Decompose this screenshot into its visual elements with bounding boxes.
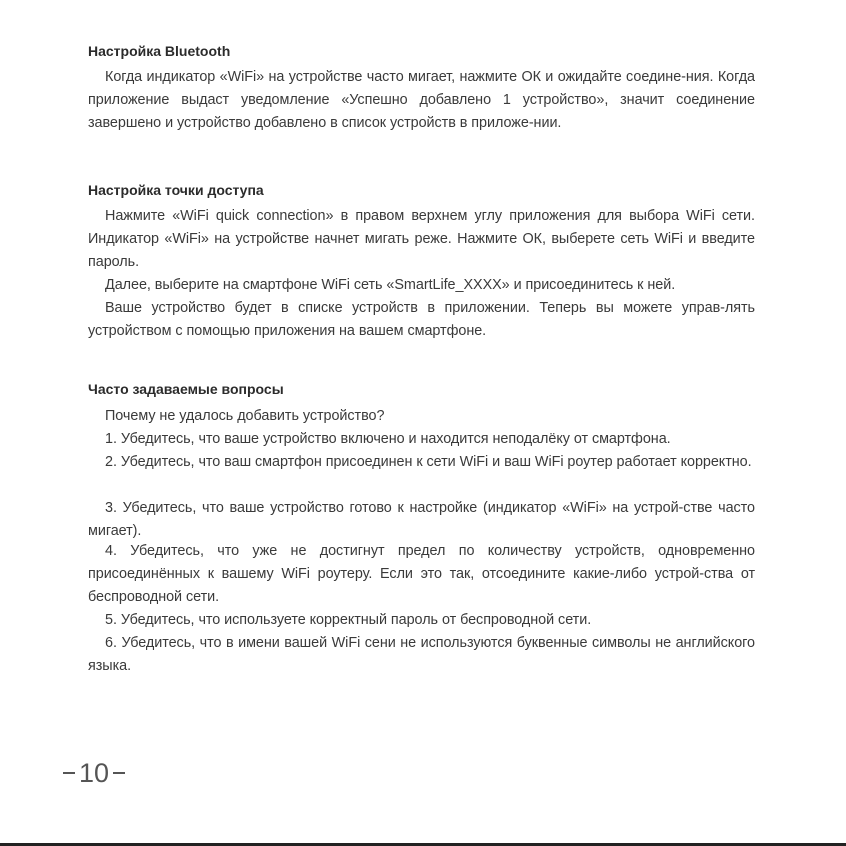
page-number-right-dash [113, 772, 125, 774]
page-number [59, 755, 129, 791]
faq-item-4: 4. Убедитесь, что уже не достигнут предел по количеству устройств, одновременно присоединённых к вашему WiFi роутеру. Если это так, отсоедините какие-либо устрой-ства от беспроводной сети. [88, 543, 755, 606]
access-point-paragraph-3: Ваше устройство будет в списке устройств в приложении. Теперь вы можете управ-лять устройством с помощью приложения на вашем смартфоне. [88, 300, 755, 340]
faq-item-1: 1. Убедитесь, что ваше устройство включено и находится неподалёку от смартфона. [105, 431, 671, 447]
page-number-left-dash [63, 772, 75, 774]
faq-item-2: 2. Убедитесь, что ваш смартфон присоединен к сети WiFi и ваш WiFi роутер работает корректно. [105, 454, 752, 470]
faq-heading: Часто задаваемые вопросы [88, 381, 284, 397]
faq-item-6: 6. Убедитесь, что в имени вашей WiFi сени не используются буквенные символы не английского языка. [88, 635, 755, 675]
bluetooth-setup-paragraph: Когда индикатор «WiFi» на устройстве часто мигает, нажмите ОК и ожидайте соедине-ния. Когда приложение выдаст уведомление «Успешно добавлено 1 устройство», значит соединение завершено и устройство добавлено в список устройств в приложе-нии. [88, 69, 755, 132]
access-point-setup-heading: Настройка точки доступа [88, 182, 264, 198]
page-number-value: 10 [79, 758, 110, 788]
faq-item-3: 3. Убедитесь, что ваше устройство готово к настройке (индикатор «WiFi» на устрой-стве часто мигает). [88, 500, 755, 540]
faq-item-5: 5. Убедитесь, что используете корректный пароль от беспроводной сети. [105, 612, 592, 628]
faq-question: Почему не удалось добавить устройство? [105, 408, 385, 424]
bluetooth-setup-heading: Настройка Bluetooth [88, 43, 231, 59]
access-point-paragraph-2: Далее, выберите на смартфоне WiFi сеть «SmartLife_XXXX» и присоединитесь к ней. [105, 277, 676, 293]
access-point-paragraph-1: Нажмите «WiFi quick connection» в правом верхнем углу приложения для выбора WiFi сети. Индикатор «WiFi» на устройстве начнет мигать реже. Нажмите ОК, выберете сеть WiFi и введите пароль. [88, 208, 755, 271]
